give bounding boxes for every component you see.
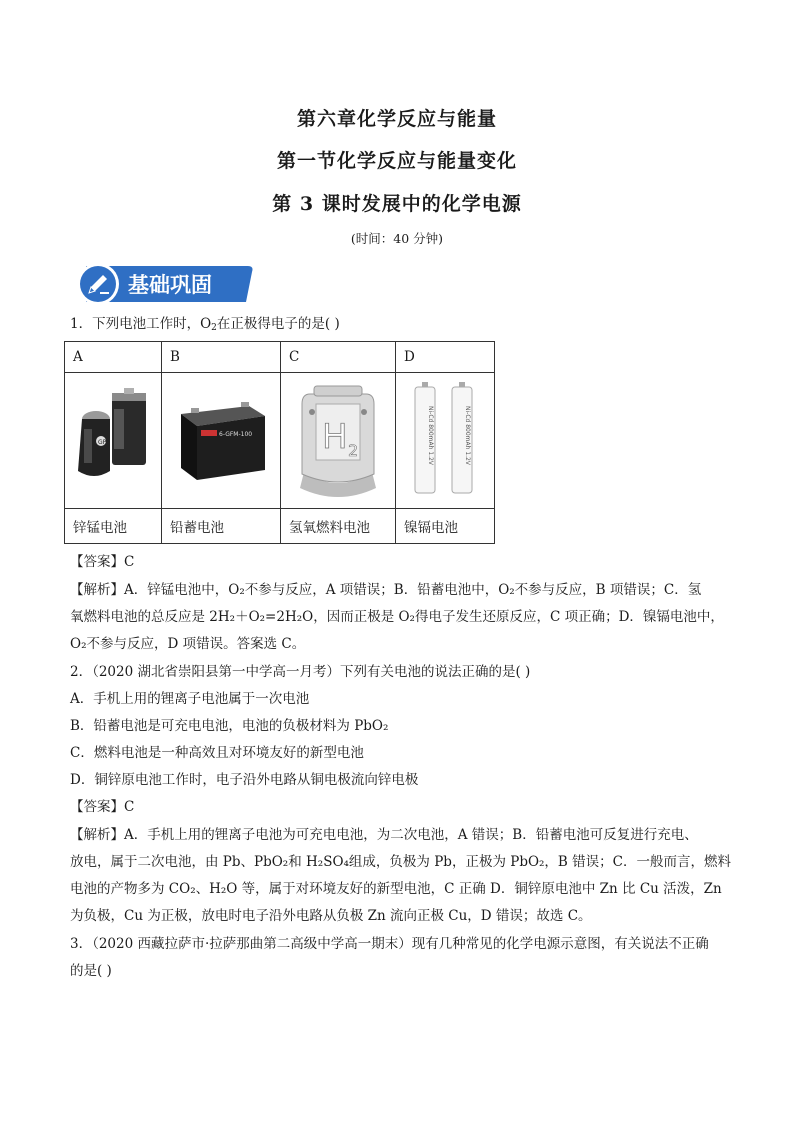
nickel-cadmium-battery-image <box>396 373 495 509</box>
q2-option-c: C．燃料电池是一种高效且对环境友好的新型电池 <box>70 745 364 761</box>
svg-text:H: H <box>322 417 348 457</box>
q1-stem: 1．下列电池工作时，$O_2$在正极得电子的是( ) <box>70 316 340 333</box>
q2-option-a: A．手机上用的锂离子电池属于一次电池 <box>70 691 310 707</box>
hydrogen-fuel-cell-image <box>281 373 396 509</box>
lead-acid-battery-image <box>162 373 281 509</box>
q2-analysis-line: 电池的产物多为 CO₂、H₂O 等，属于对环境友好的新型电池，C 正确 D．铜锌原电池中 Zn 比 Cu 活泼，Zn <box>70 881 722 897</box>
q2-analysis-line: 【解析】A．手机上用的锂离子电池为可充电电池，为二次电池，A 错误；B．铅蓄电池可反复进行充电、 <box>70 827 698 843</box>
q2-option-d: D．铜锌原电池工作时，电子沿外电路从铜电极流向锌电极 <box>70 772 419 788</box>
option-letter: B <box>162 342 281 373</box>
option-name: 锌锰电池 <box>65 509 162 544</box>
q2-answer: 【答案】C <box>70 799 135 815</box>
q1-analysis-line: O₂不参与反应，D 项错误。答案选 C。 <box>70 636 306 652</box>
option-name: 镍镉电池 <box>396 509 495 544</box>
q2-analysis-line: 为负极，Cu 为正极，放电时电子沿外电路从负极 Zn 流向正极 Cu，D 错误；故选 C。 <box>70 908 592 924</box>
option-name: 氢氧燃料电池 <box>281 509 396 544</box>
svg-text:Ni-Cd 800mAh 1.2V: Ni-Cd 800mAh 1.2V <box>427 406 434 465</box>
section-banner <box>76 262 256 306</box>
svg-text:GP: GP <box>98 438 107 446</box>
svg-text:6-GFM-100: 6-GFM-100 <box>219 430 253 438</box>
option-letter: C <box>281 342 396 373</box>
section-title: 第一节化学反应与能量变化 <box>276 150 517 172</box>
lesson-title: 第 3 课时发展中的化学电源 <box>272 193 522 215</box>
time-limit: (时间：40 分钟) <box>350 231 444 246</box>
q2-stem: 2．（2020 湖北省崇阳县第一中学高一月考）下列有关电池的说法正确的是( ) <box>70 664 531 680</box>
q1-answer: 【答案】C <box>70 554 135 570</box>
option-name: 铅蓄电池 <box>162 509 281 544</box>
svg-text:2: 2 <box>348 441 359 460</box>
q3-stem-line: 3．（2020 西藏拉萨市·拉萨那曲第二高级中学高一期末）现有几种常见的化学电源示意图，有关说法不正确 <box>70 936 709 952</box>
q2-option-b: B．铅蓄电池是可充电电池，电池的负极材料为 PbO₂ <box>70 718 389 734</box>
svg-text:Ni-Cd 800mAh 1.2V: Ni-Cd 800mAh 1.2V <box>464 406 471 465</box>
q1-analysis-line: 氧燃料电池的总反应是 2H₂＋O₂=2H₂O，因而正极是 O₂得电子发生还原反应，C 项正确；D．镍镉电池中， <box>70 609 724 625</box>
q2-analysis-line: 放电，属于二次电池，由 Pb、PbO₂和 H₂SO₄组成，负极为 Pb，正极为 PbO₂，B 错误；C．一般而言，燃料 <box>70 854 731 870</box>
chapter-title: 第六章化学反应与能量 <box>296 108 497 130</box>
option-letter: A <box>65 342 162 373</box>
q3-stem-line: 的是( ) <box>70 963 112 979</box>
option-letter: D <box>396 342 495 373</box>
q1-analysis-line: 【解析】A．锌锰电池中，O₂不参与反应，A 项错误；B．铅蓄电池中，O₂不参与反应，B 项错误；C．氢 <box>70 582 702 598</box>
banner-label: 基础巩固 <box>128 273 212 297</box>
q1-options-table <box>64 341 495 544</box>
zinc-manganese-battery-image <box>65 373 162 509</box>
